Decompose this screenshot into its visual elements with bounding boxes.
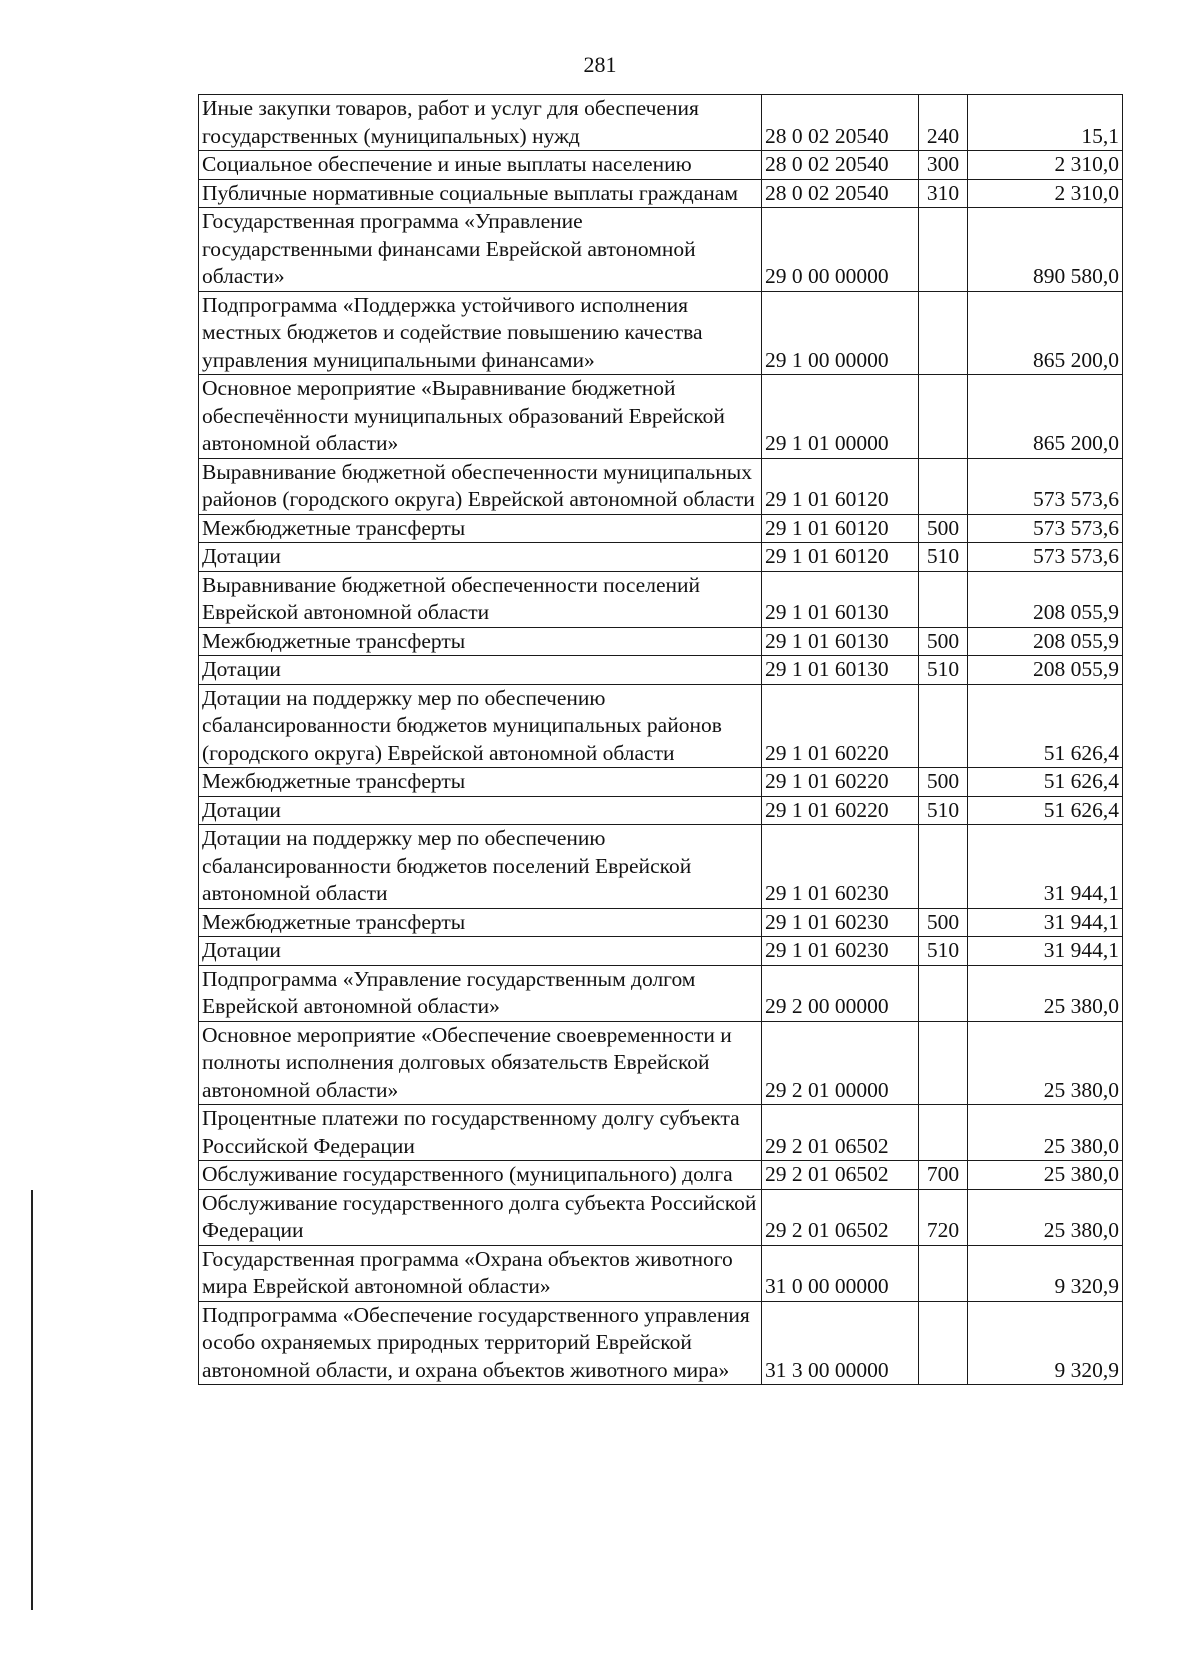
- table-row: [199, 151, 1123, 180]
- cell-code: 29 1 01 60130: [762, 627, 919, 656]
- cell-amount: 2 310,0: [968, 179, 1123, 208]
- cell-vr: 510: [919, 796, 968, 825]
- table-row: [199, 796, 1123, 825]
- cell-code: 29 2 01 06502: [762, 1105, 919, 1161]
- cell-vr: [919, 458, 968, 514]
- cell-code: 29 1 01 60120: [762, 543, 919, 572]
- cell-code: 29 0 00 00000: [762, 208, 919, 292]
- cell-amount: 51 626,4: [968, 796, 1123, 825]
- cell-vr: [919, 1105, 968, 1161]
- cell-name: Дотации: [199, 937, 762, 966]
- table-row: [199, 656, 1123, 685]
- cell-vr: 500: [919, 514, 968, 543]
- cell-amount: 15,1: [968, 95, 1123, 151]
- table-row: [199, 1245, 1123, 1301]
- cell-amount: 2 310,0: [968, 151, 1123, 180]
- cell-vr: 500: [919, 627, 968, 656]
- cell-vr: 510: [919, 543, 968, 572]
- table-row: [199, 1105, 1123, 1161]
- cell-vr: [919, 1301, 968, 1385]
- cell-amount: 25 380,0: [968, 1021, 1123, 1105]
- cell-code: 29 2 01 06502: [762, 1161, 919, 1190]
- cell-name: Обслуживание государственного (муниципального) долга: [199, 1161, 762, 1190]
- table-row: [199, 543, 1123, 572]
- cell-name: Иные закупки товаров, работ и услуг для обеспечения государственных (муниципальных) нужд: [199, 95, 762, 151]
- cell-vr: [919, 684, 968, 768]
- cell-name: Процентные платежи по государственному долгу субъекта Российской Федерации: [199, 1105, 762, 1161]
- cell-code: 28 0 02 20540: [762, 179, 919, 208]
- cell-amount: 865 200,0: [968, 291, 1123, 375]
- cell-name: Подпрограмма «Управление государственным долгом Еврейской автономной области»: [199, 965, 762, 1021]
- cell-code: 29 1 01 60120: [762, 514, 919, 543]
- cell-name: Основное мероприятие «Выравнивание бюджетной обеспечённости муниципальных образований Еврейской автономной области»: [199, 375, 762, 459]
- cell-code: 29 1 01 00000: [762, 375, 919, 459]
- cell-vr: [919, 375, 968, 459]
- table-row: [199, 965, 1123, 1021]
- cell-name: Межбюджетные трансферты: [199, 768, 762, 797]
- cell-vr: [919, 1245, 968, 1301]
- cell-amount: 208 055,9: [968, 571, 1123, 627]
- cell-code: 29 1 01 60230: [762, 825, 919, 909]
- table-row: [199, 458, 1123, 514]
- cell-vr: 510: [919, 656, 968, 685]
- table-row: [199, 1301, 1123, 1385]
- cell-amount: 25 380,0: [968, 965, 1123, 1021]
- cell-amount: 573 573,6: [968, 458, 1123, 514]
- cell-code: 28 0 02 20540: [762, 95, 919, 151]
- table-row: [199, 179, 1123, 208]
- table-row: [199, 1021, 1123, 1105]
- table-row: [199, 684, 1123, 768]
- table-row: [199, 825, 1123, 909]
- cell-amount: 31 944,1: [968, 908, 1123, 937]
- cell-vr: [919, 965, 968, 1021]
- cell-name: Государственная программа «Охрана объектов животного мира Еврейской автономной области»: [199, 1245, 762, 1301]
- cell-amount: 9 320,9: [968, 1245, 1123, 1301]
- cell-name: Выравнивание бюджетной обеспеченности поселений Еврейской автономной области: [199, 571, 762, 627]
- table-row: [199, 375, 1123, 459]
- cell-amount: 51 626,4: [968, 768, 1123, 797]
- cell-vr: [919, 1021, 968, 1105]
- cell-amount: 208 055,9: [968, 656, 1123, 685]
- cell-code: 29 1 01 60220: [762, 768, 919, 797]
- cell-name: Обслуживание государственного долга субъекта Российской Федерации: [199, 1189, 762, 1245]
- cell-amount: 25 380,0: [968, 1105, 1123, 1161]
- cell-code: 29 1 01 60130: [762, 656, 919, 685]
- table-row: [199, 768, 1123, 797]
- cell-amount: 25 380,0: [968, 1189, 1123, 1245]
- cell-amount: 31 944,1: [968, 825, 1123, 909]
- cell-vr: 240: [919, 95, 968, 151]
- cell-amount: 31 944,1: [968, 937, 1123, 966]
- table-row: [199, 514, 1123, 543]
- cell-amount: 9 320,9: [968, 1301, 1123, 1385]
- cell-code: 29 1 01 60220: [762, 796, 919, 825]
- cell-name: Дотации на поддержку мер по обеспечению сбалансированности бюджетов муниципальных районов (городского округа) Еврейской автономной области: [199, 684, 762, 768]
- table-row: [199, 908, 1123, 937]
- table-row: [199, 291, 1123, 375]
- budget-table: [198, 94, 1123, 1385]
- cell-name: Дотации: [199, 796, 762, 825]
- cell-name: Дотации: [199, 543, 762, 572]
- cell-code: 29 1 01 60220: [762, 684, 919, 768]
- cell-name: Социальное обеспечение и иные выплаты населению: [199, 151, 762, 180]
- table-row: [199, 937, 1123, 966]
- budget-table-body: [199, 95, 1123, 1385]
- page-number: 281: [583, 52, 617, 77]
- margin-line: [31, 1190, 33, 1610]
- cell-code: 29 2 00 00000: [762, 965, 919, 1021]
- cell-amount: 865 200,0: [968, 375, 1123, 459]
- cell-name: Выравнивание бюджетной обеспеченности муниципальных районов (городского округа) Еврейской автономной области: [199, 458, 762, 514]
- table-row: [199, 571, 1123, 627]
- cell-vr: [919, 208, 968, 292]
- table-row: [199, 95, 1123, 151]
- cell-vr: 510: [919, 937, 968, 966]
- cell-code: 31 0 00 00000: [762, 1245, 919, 1301]
- cell-code: 29 2 01 06502: [762, 1189, 919, 1245]
- cell-vr: 500: [919, 908, 968, 937]
- cell-name: Подпрограмма «Обеспечение государственного управления особо охраняемых природных территорий Еврейской автономной области, и охрана объектов животного мира»: [199, 1301, 762, 1385]
- cell-vr: 310: [919, 179, 968, 208]
- cell-name: Публичные нормативные социальные выплаты гражданам: [199, 179, 762, 208]
- cell-code: 29 1 00 00000: [762, 291, 919, 375]
- cell-name: Межбюджетные трансферты: [199, 514, 762, 543]
- cell-code: 29 1 01 60120: [762, 458, 919, 514]
- cell-amount: 573 573,6: [968, 514, 1123, 543]
- cell-name: Межбюджетные трансферты: [199, 627, 762, 656]
- cell-vr: [919, 571, 968, 627]
- cell-vr: 500: [919, 768, 968, 797]
- cell-amount: 573 573,6: [968, 543, 1123, 572]
- cell-amount: 51 626,4: [968, 684, 1123, 768]
- cell-vr: 700: [919, 1161, 968, 1190]
- cell-amount: 890 580,0: [968, 208, 1123, 292]
- cell-code: 29 1 01 60230: [762, 908, 919, 937]
- table-row: [199, 1189, 1123, 1245]
- cell-code: 29 1 01 60130: [762, 571, 919, 627]
- cell-vr: 720: [919, 1189, 968, 1245]
- cell-name: Основное мероприятие «Обеспечение своевременности и полноты исполнения долговых обязательств Еврейской автономной области»: [199, 1021, 762, 1105]
- cell-code: 31 3 00 00000: [762, 1301, 919, 1385]
- table-row: [199, 1161, 1123, 1190]
- cell-vr: [919, 825, 968, 909]
- cell-name: Государственная программа «Управление государственными финансами Еврейской автономной области»: [199, 208, 762, 292]
- cell-code: 29 1 01 60230: [762, 937, 919, 966]
- cell-name: Дотации на поддержку мер по обеспечению сбалансированности бюджетов поселений Еврейской автономной области: [199, 825, 762, 909]
- cell-code: 28 0 02 20540: [762, 151, 919, 180]
- cell-vr: 300: [919, 151, 968, 180]
- cell-code: 29 2 01 00000: [762, 1021, 919, 1105]
- cell-amount: 25 380,0: [968, 1161, 1123, 1190]
- cell-name: Межбюджетные трансферты: [199, 908, 762, 937]
- cell-name: Подпрограмма «Поддержка устойчивого исполнения местных бюджетов и содействие повышению качества управления муниципальными финансами»: [199, 291, 762, 375]
- cell-amount: 208 055,9: [968, 627, 1123, 656]
- table-row: [199, 208, 1123, 292]
- cell-vr: [919, 291, 968, 375]
- cell-name: Дотации: [199, 656, 762, 685]
- table-row: [199, 627, 1123, 656]
